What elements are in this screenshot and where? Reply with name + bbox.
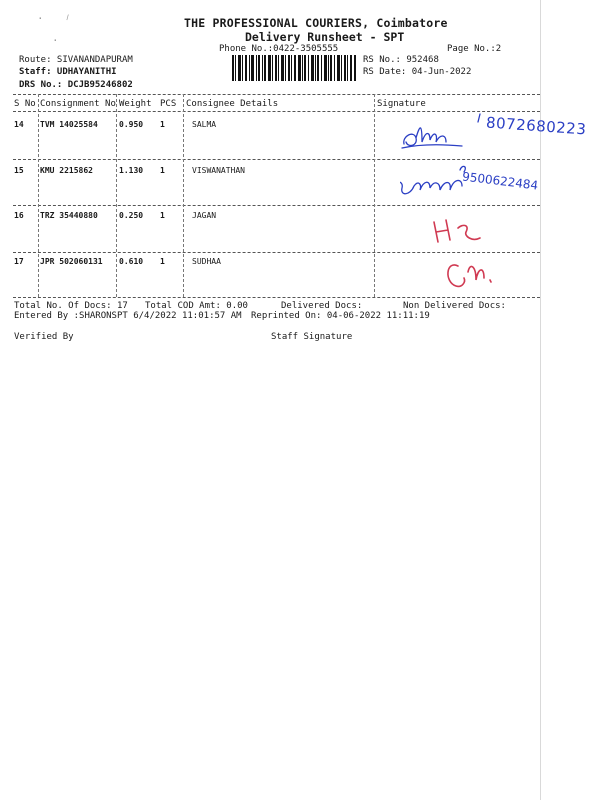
row-consignee: JAGAN [192,211,217,220]
row-sno: 14 [14,120,24,129]
row-consignee: SUDHAA [192,257,221,266]
non-delivered-docs: Non Delivered Docs: [403,301,506,311]
entered-by: Entered By :SHARONSPT 6/4/2022 11:01:57 AM [14,311,242,321]
header-consignee-details: Consignee Details [186,99,279,109]
handwritten-phone-2: 9500622484 [461,169,539,193]
total-docs: Total No. Of Docs: 17 [14,301,128,311]
row-consignment: JPR 502060131 [40,257,103,266]
row-sno: 17 [14,257,24,266]
row-consignment: TVM 14025584 [40,120,98,129]
barcode [232,55,356,81]
row-pcs: 1 [160,166,165,175]
reprinted-on: Reprinted On: 04-06-2022 11:11:19 [251,311,430,321]
rs-date: RS Date: 04-Jun-2022 [363,67,472,77]
table-top-rule [13,94,540,95]
row-weight: 0.250 [119,211,144,220]
row-consignment: KMU 2215862 [40,166,93,175]
row-sno: 16 [14,211,24,220]
column-divider [116,94,117,297]
handwritten-signatures [400,110,540,300]
delivered-docs: Delivered Docs: [281,301,363,311]
runsheet-subtitle: Delivery Runsheet - SPT [245,30,405,44]
header-weight: Weight [119,99,152,109]
route-label: Route: SIVANANDAPURAM [19,55,133,65]
row-pcs: 1 [160,120,165,129]
drs-number: DRS No.: DCJB95246802 [19,80,133,90]
scan-speck: ⸝ [60,7,73,23]
column-divider [183,94,184,297]
header-pcs: PCS [160,99,177,109]
scan-speck: · [37,12,44,25]
staff-signature-label: Staff Signature [271,332,353,342]
verified-by-label: Verified By [14,332,74,342]
scan-speck: · [52,34,59,47]
header-signature: Signature [377,99,426,109]
total-cod-amount: Total COD Amt: 0.00 [145,301,248,311]
header-consignment-no: Consignment No [40,99,116,109]
row-sno: 15 [14,166,24,175]
rs-number: RS No.: 952468 [363,55,439,65]
row-consignee: VISWANATHAN [192,166,245,175]
header-sno: S No [14,99,36,109]
handwritten-phone-1: 8072680223 [485,113,587,139]
column-divider [38,94,39,297]
column-divider [374,94,375,297]
row-weight: 0.950 [119,120,144,129]
row-weight: 1.130 [119,166,144,175]
staff-label: Staff: UDHAYANITHI [19,67,117,77]
row-pcs: 1 [160,211,165,220]
row-consignment: TRZ 35440880 [40,211,98,220]
company-title: THE PROFESSIONAL COURIERS, Coimbatore [184,16,448,30]
row-consignee: SALMA [192,120,217,129]
phone-number: Phone No.:0422-3505555 [219,44,339,54]
page-number: Page No.:2 [447,44,502,54]
row-weight: 0.610 [119,257,144,266]
row-pcs: 1 [160,257,165,266]
